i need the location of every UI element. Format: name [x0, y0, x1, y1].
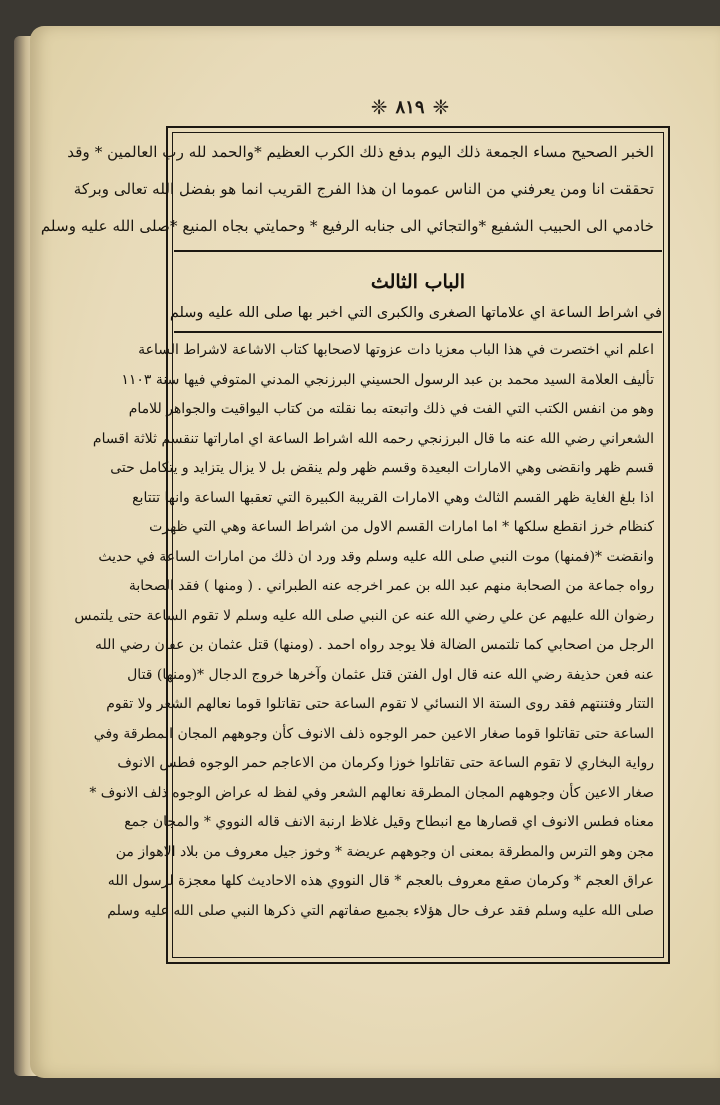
text-line: معناه فطس الانوف اي قصارها مع انبطاح وقيل غلاظ ارنبة الانف قاله النووي * والمجان جمع	[124, 814, 654, 830]
text-line: قسم ظهر وانقضى وهي الامارات البعيدة وقسم ظهر ولم ينقض بل لا يزال يتزايد و يتكامل حتى	[110, 460, 654, 476]
text-line: الشعراني رضي الله عنه ما قال البرزنجي رحمه الله اشراط الساعة اي اماراتها تنقسم ثلاثة اقسام	[92, 430, 654, 447]
text-line: صلى الله عليه وسلم فقد عرف حال هؤلاء بجميع صفاتهم التي ذكرها النبي صلى الله عليه وسلم	[107, 902, 654, 919]
chapter-title: الباب الثالث	[370, 271, 466, 293]
text-line: عنه فعن حذيفة رضي الله عنه قال اول الفتن قتل عثمان وآخرها خروج الدجال *(ومنها) قتال	[127, 666, 654, 683]
page-header	[150, 94, 670, 120]
text-line: رواه جماعة من الصحابة منهم عبد الله بن عمر اخرجه عنه الطبراني . ( ومنها ) فقد الصحابة	[128, 578, 654, 594]
text-line: رضوان الله عليهم عن علي رضي الله عنه عن النبي صلى الله عليه وسلم لا تقوم الساعة حتى يلتمس	[74, 607, 654, 624]
text-line: اعلم اني اختصرت في هذا الباب معزيا دات عزوتها لاصحابها كتاب الاشاعة لاشراط الساعة	[138, 342, 654, 358]
text-line: التتار وفتنتهم فقد روى الستة الا النسائي لا تقوم الساعة حتى تقاتلوا قوما نعالهم الشعر ولا تقوم	[106, 696, 654, 712]
text-line: رواية البخاري لا تقوم الساعة حتى تقاتلوا خوزا وكرمان من الاعاجم حمر الوجوه فطس الانوف	[117, 755, 654, 771]
text-line: الساعة حتى تقاتلوا قوما صغار الاعين حمر الوجوه ذلف الانوف كأن وجوههم المجان المطرقة وفي	[93, 725, 654, 742]
text-frame	[40, 126, 670, 964]
ornament-right-icon: ❈	[432, 95, 450, 119]
page-number: ٨١٩	[395, 96, 425, 118]
chapter-body	[74, 336, 662, 958]
text-line: الرجل من اصحابي كما تلتمس الضالة فلا يوجد رواه احمد . (ومنها) قتل عثمان بن عفان رضي الله	[94, 637, 654, 653]
text-line: وانقضت *(فمنها) موت النبي صلى الله عليه وسلم وقد ورد ان ذلك من امارات الساعة في حديث	[98, 548, 654, 565]
text-line: كنظام خرز انقطع سلكها * اما امارات القسم الاول من اشراط الساعة وهي التي ظهرت	[149, 519, 654, 535]
divider	[174, 331, 662, 333]
text-line: صغار الاعين كأن وجوههم المجان المطرقة نعالهم الشعر وفي لفظ له عراض الوجوه ذلف الانوف *	[89, 784, 654, 801]
text-line: عراق العجم * وكرمان صقع معروف بالعجم * قال النووي هذه الاحاديث كلها معجزة لرسول الله	[107, 873, 654, 889]
text-line: الخبر الصحيح مساء الجمعة ذلك اليوم بدفع ذلك الكرب العظيم *والحمد لله رب العالمين * وقد	[67, 143, 654, 161]
text-line: خادمي الى الحبيب الشفيع *والتجائي الى جنابه الرفيع * وحمايتي بجاه المنيع *صلى الله عليه وسلم	[40, 217, 654, 235]
text-line: مجن وهو الترس والمطرقة بمعنى ان وجوههم عريضة * وخوز جيل معروف من بلاد الاهواز من	[115, 843, 654, 860]
text-line: وهو من انفس الكتب التي الفت في ذلك واتبعته بما نقلته من كتاب اليواقيت والجواهر للامام	[128, 401, 654, 417]
text-line: اذا بلغ الغاية ظهر القسم الثالث وهي الامارات القريبة الكبيرة التي تعقبها الساعة وانها تتتابع	[132, 489, 654, 506]
ornament-left-icon: ❈	[370, 95, 388, 119]
preceding-text-block	[40, 132, 662, 252]
chapter-subtitle: في اشراط الساعة اي علاماتها الصغرى والكبرى التي اخبر بها صلى الله عليه وسلم	[169, 305, 662, 321]
text-line: تحققت انا ومن يعرفني من الناس عموما ان هذا الفرج القريب انما هو بفضل الله تعالى وبركة	[73, 180, 654, 198]
text-line: تأليف العلامة السيد محمد بن عبد الرسول الحسيني البرزنجي المدني المتوفي فيها سنة ١١٠٣	[121, 371, 654, 388]
